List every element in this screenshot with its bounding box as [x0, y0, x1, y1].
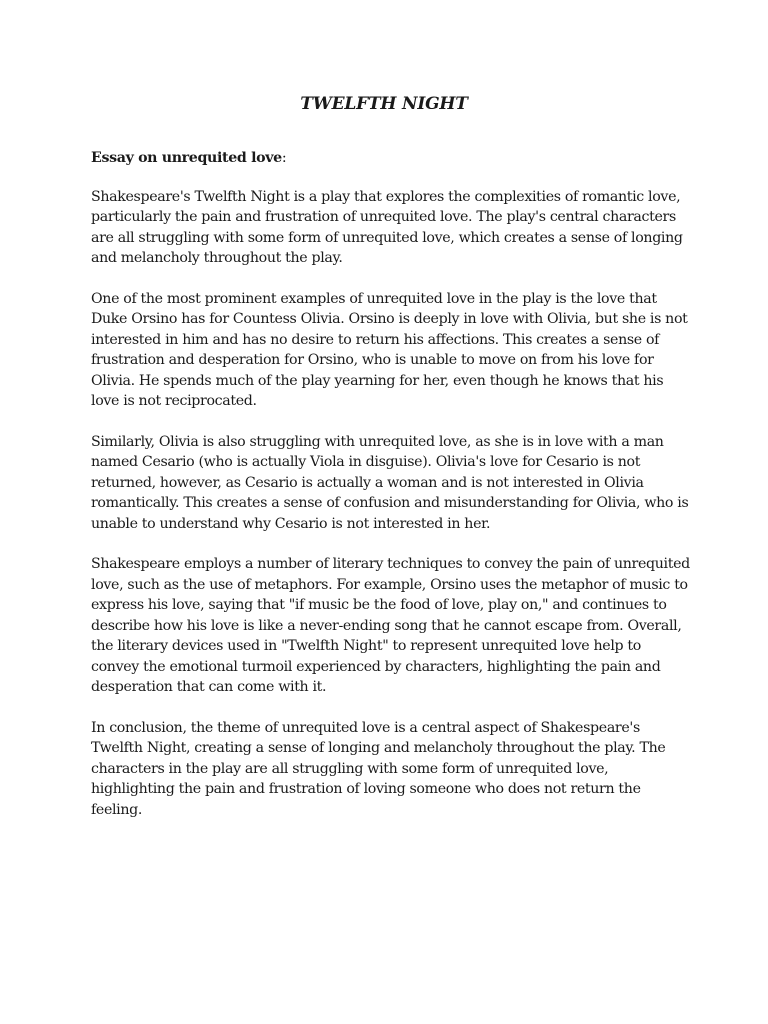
- document-body: [91, 148, 691, 840]
- essay-subheading: [91, 148, 691, 169]
- subheading-colon: :: [281, 150, 287, 166]
- paragraph-1: Shakespeare's Twelfth Night is a play that explores the complexities of romantic love, particularly the pain and frustration of unrequited love. The play's central characters are all struggling with some form of unrequited love, which creates a sense of longing and melancholy throughout the play.: [91, 188, 683, 266]
- paragraph-5: In conclusion, the theme of unrequited love is a central aspect of Shakespeare's Twelfth Night, creating a sense of longing and melancholy throughout the play. The characters in the play are all struggling with some form of unrequited love, highlighting the pain and frustration of loving someone who does not return the feeling.: [91, 719, 666, 818]
- document-title: TWELFTH NIGHT: [300, 94, 468, 114]
- paragraph-2: One of the most prominent examples of unrequited love in the play is the love that Duke Orsino has for Countess Olivia. Orsino is deeply in love with Olivia, but she is not interested in him and has no desire to return his affections. This creates a sense of frustration and desperation for Orsino, who is unable to move on from his love for Olivia. He spends much of the play yearning for her, even though he knows that his love is not reciprocated.: [91, 290, 688, 409]
- paragraph-3: Similarly, Olivia is also struggling with unrequited love, as she is in love with a man named Cesario (who is actually Viola in disguise). Olivia's love for Cesario is not returned, however, as Cesario is actually a woman and is not interested in Olivia romantically. This creates a sense of confusion and misunderstanding for Olivia, who is unable to understand why Cesario is not interested in her.: [91, 433, 689, 532]
- subheading-text: Essay on unrequited love: [91, 150, 282, 166]
- paragraph-4: Shakespeare employs a number of literary techniques to convey the pain of unrequited love, such as the use of metaphors. For example, Orsino uses the metaphor of music to express his love, saying that "if music be the food of love, play on," and continues to describe how his love is like a never-ending song that he cannot escape from. Overall, the literary devices used in "Twelfth Night" to represent unrequited love help to convey the emotional turmoil experienced by characters, highlighting the pain and desperation that can come with it.: [91, 556, 690, 695]
